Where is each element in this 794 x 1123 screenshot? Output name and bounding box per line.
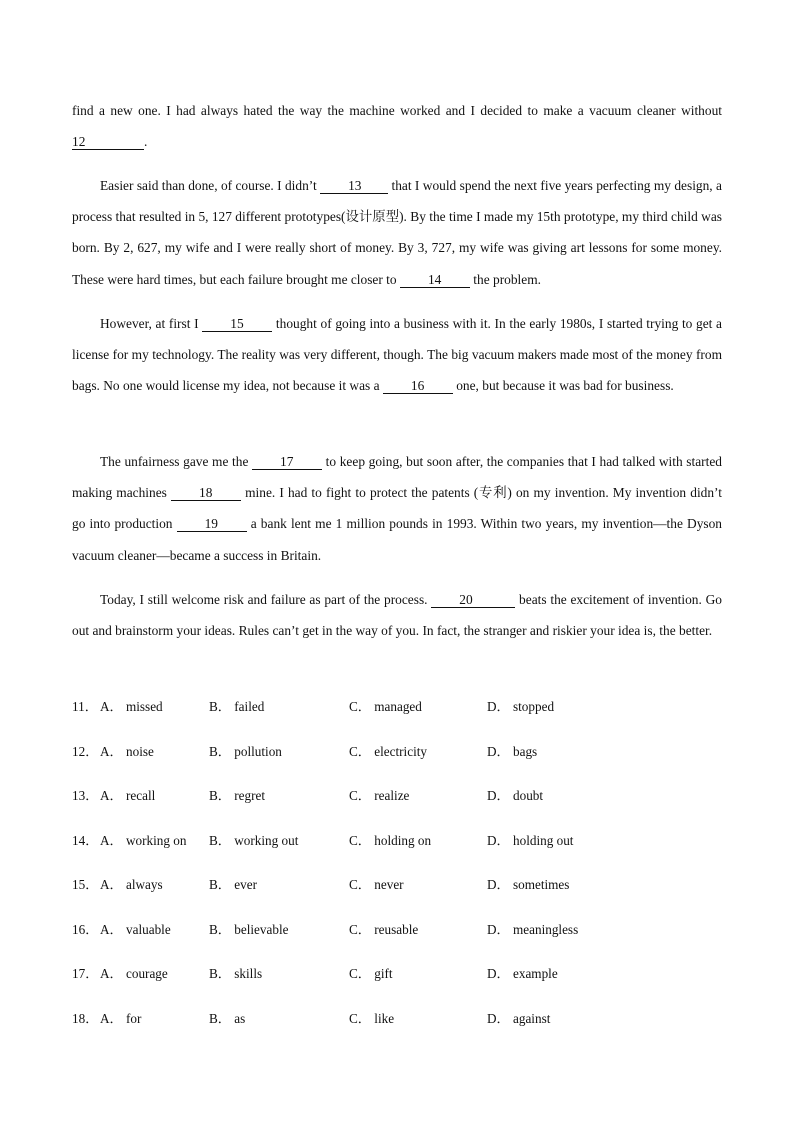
option-a: A． working on xyxy=(100,833,187,848)
blank-15: 15 xyxy=(202,317,272,332)
option-b: B． working out xyxy=(209,833,299,848)
option-d: D． against xyxy=(487,1011,551,1026)
blank-19: 19 xyxy=(177,517,247,532)
paragraph-5: Today, I still welcome risk and failure as part of the process. 20 beats the excitement of invention. Go out and brainstorm your ideas. Rules can’t get in the way of you. In fact, the stranger and riskier your idea is, the better. xyxy=(72,592,722,639)
option-a: A． noise xyxy=(100,744,154,759)
option-b: B． failed xyxy=(209,699,265,714)
paragraph-1: find a new one. I had always hated the way the machine worked and I decided to make a vacuum cleaner without 12 . xyxy=(72,103,722,150)
option-a: A． valuable xyxy=(100,922,171,937)
question-number: 16． xyxy=(72,922,99,937)
blank-17: 17 xyxy=(252,455,322,470)
option-a: A． for xyxy=(100,1011,142,1026)
option-d: D． meaningless xyxy=(487,922,579,937)
option-b: B． pollution xyxy=(209,744,282,759)
question-number: 18． xyxy=(72,1011,99,1026)
option-b: B． ever xyxy=(209,877,257,892)
option-d: D． sometimes xyxy=(487,877,570,892)
question-number: 15． xyxy=(72,877,99,892)
option-b: B． as xyxy=(209,1011,246,1026)
blank-13: 13 xyxy=(320,179,388,194)
option-a: A． missed xyxy=(100,699,163,714)
option-c: C． reusable xyxy=(349,922,419,937)
option-d: D． holding out xyxy=(487,833,574,848)
question-number: 12． xyxy=(72,744,99,759)
option-b: B． skills xyxy=(209,966,263,981)
blank-14: 14 xyxy=(400,273,470,288)
option-d: D． stopped xyxy=(487,699,555,714)
option-c: C． gift xyxy=(349,966,393,981)
option-a: A． recall xyxy=(100,788,156,803)
option-c: C． electricity xyxy=(349,744,427,759)
option-d: D． bags xyxy=(487,744,538,759)
option-b: B． regret xyxy=(209,788,266,803)
option-c: C． like xyxy=(349,1011,395,1026)
option-c: C． never xyxy=(349,877,404,892)
option-b: B． believable xyxy=(209,922,289,937)
question-number: 14． xyxy=(72,833,99,848)
blank-18: 18 xyxy=(171,486,241,501)
question-number: 11． xyxy=(72,699,98,714)
paragraph-4: The unfairness gave me the 17 to keep going, but soon after, the companies that I had talked with started making machines 18 mine. I had to fight to protect the patents (专利) on my invention. My invention didn’t go into production 19 a bank lent me 1 million pounds in 1993. Within two years, my invention—the Dyson vacuum cleaner—became a success in Britain. xyxy=(72,454,722,563)
blank-12: 12 xyxy=(72,135,144,150)
paragraph-2: Easier said than done, of course. I didn’t 13 that I would spend the next five years perfecting my design, a process that resulted in 5, 127 different prototypes(设计原型). By the time I made my 15th prototype, my third child was born. By 2, 627, my wife and I were really short of money. By 3, 727, my wife was giving art lessons for some money. These were hard times, but each failure brought me closer to 14 the problem. xyxy=(72,178,722,287)
blank-20: 20 xyxy=(431,593,515,608)
option-a: A． courage xyxy=(100,966,168,981)
option-c: C． holding on xyxy=(349,833,432,848)
option-a: A． always xyxy=(100,877,163,892)
blank-16: 16 xyxy=(383,379,453,394)
question-number: 13． xyxy=(72,788,99,803)
option-c: C． managed xyxy=(349,699,422,714)
option-d: D． doubt xyxy=(487,788,544,803)
option-d: D． example xyxy=(487,966,558,981)
option-c: C． realize xyxy=(349,788,410,803)
question-number: 17． xyxy=(72,966,99,981)
paragraph-3: However, at first I 15 thought of going into a business with it. In the early 1980s, I started trying to get a license for my technology. The reality was very different, though. The big vacuum makers made most of the money from bags. No one would license my idea, not because it was a 16 one, but because it was bad for business. xyxy=(72,316,722,394)
